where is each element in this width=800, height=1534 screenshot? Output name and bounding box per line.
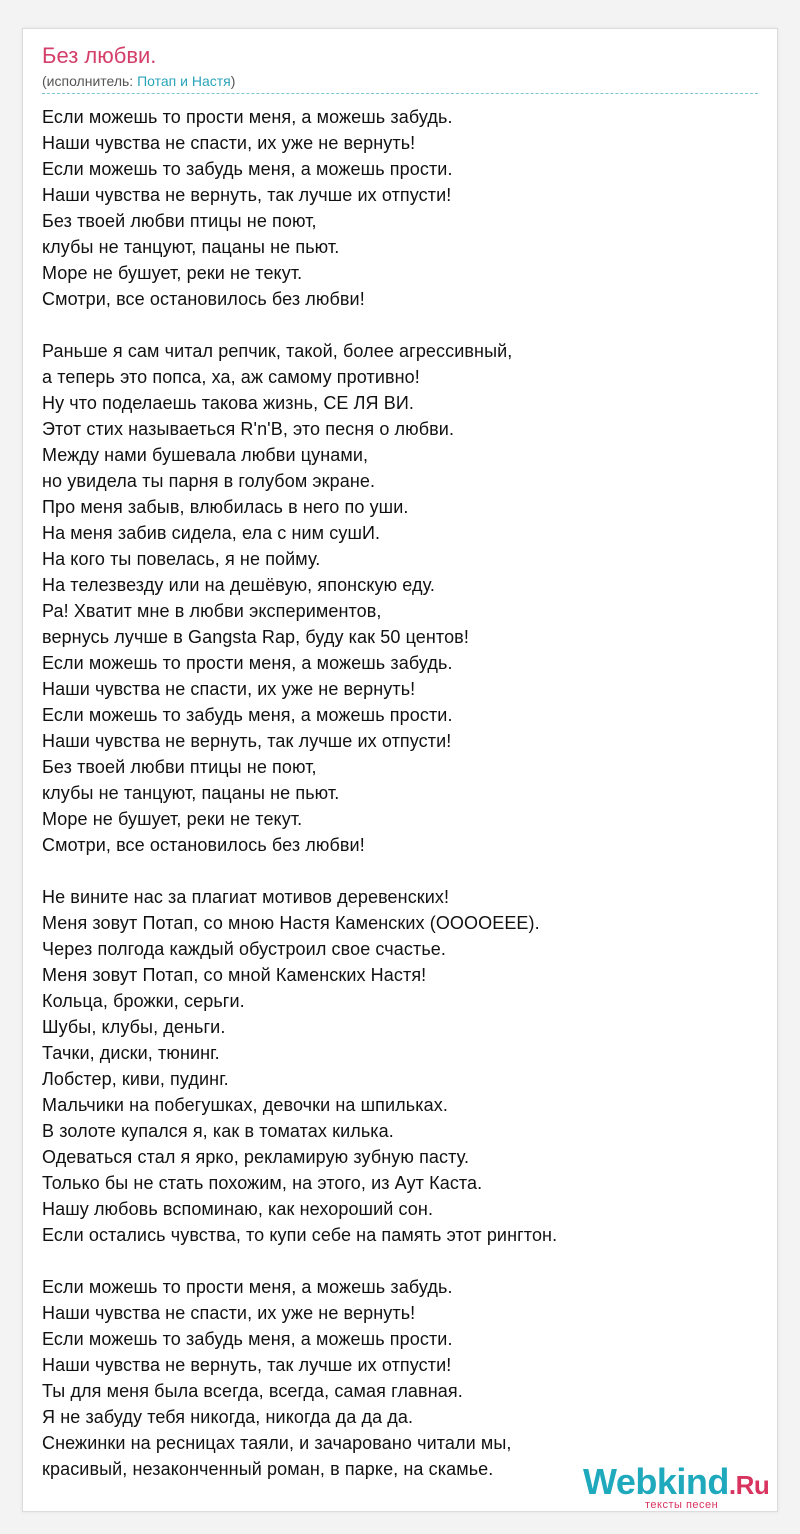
lyric-line: Наши чувства не вернуть, так лучше их отпусти! — [42, 731, 452, 751]
lyric-line: Одеваться стал я ярко, рекламирую зубную пасту. — [42, 1147, 470, 1167]
lyric-line: Если можешь то прости меня, а можешь забудь. — [42, 653, 453, 673]
lyric-line: Наши чувства не спасти, их уже не вернуть! — [42, 1303, 416, 1323]
lyric-line: На кого ты повелась, я не пойму. — [42, 549, 321, 569]
lyric-line: Нашу любовь вспоминаю, как нехороший сон. — [42, 1199, 434, 1219]
lyric-line: Через полгода каждый обустроил свое счастье. — [42, 939, 447, 959]
lyric-line: клубы не танцуют, пацаны не пьют. — [42, 783, 340, 803]
lyric-line: На меня забив сидела, ела с ним сушИ. — [42, 523, 381, 543]
lyric-line: Шубы, клубы, деньги. — [42, 1017, 226, 1037]
lyric-line: На телезвезду или на дешёвую, японскую еду. — [42, 575, 436, 595]
lyric-line: Я не забуду тебя никогда, никогда да да да. — [42, 1407, 414, 1427]
lyric-line: красивый, незаконченный роман, в парке, на скамье. — [42, 1459, 494, 1479]
artist-prefix: (исполнитель: — [42, 73, 138, 89]
lyrics-verse — [42, 884, 742, 1248]
lyric-line: вернусь лучше в Gangsta Rap, буду как 50 центов! — [42, 627, 469, 647]
lyric-line: Без твоей любви птицы не поют, — [42, 211, 317, 231]
lyric-line: Мальчики на побегушках, девочки на шпильках. — [42, 1095, 448, 1115]
lyric-line: Ты для меня была всегда, всегда, самая главная. — [42, 1381, 463, 1401]
lyric-line: Этот стих называеться R'n'B, это песня о любви. — [42, 419, 455, 439]
lyric-line: Кольца, брожки, серьги. — [42, 991, 245, 1011]
lyric-line: Если остались чувства, то купи себе на память этот рингтон. — [42, 1225, 558, 1245]
lyric-line: Наши чувства не спасти, их уже не вернуть! — [42, 679, 416, 699]
lyrics-verse — [42, 338, 742, 858]
lyric-line: Ра! Хватит мне в любви экспериментов, — [42, 601, 382, 621]
lyric-line: Меня зовут Потап, со мною Настя Каменских (ОООOEEE). — [42, 913, 540, 933]
lyric-line: Снежинки на ресницах таяли, и зачаровано читали мы, — [42, 1433, 512, 1453]
logo-tagline: тексты песен — [645, 1499, 719, 1511]
webkind-logo[interactable] — [583, 1462, 783, 1514]
lyric-line: Смотри, все остановилось без любви! — [42, 289, 365, 309]
title-divider — [42, 93, 758, 94]
artist-suffix: ) — [230, 73, 236, 89]
lyric-line: Если можешь то забудь меня, а можешь прости. — [42, 705, 453, 725]
lyric-line: Ну что поделаешь такова жизнь, СЕ ЛЯ ВИ. — [42, 393, 414, 413]
lyric-line: Меня зовут Потап, со мной Каменских Настя! — [42, 965, 427, 985]
lyric-line: Тачки, диски, тюнинг. — [42, 1043, 220, 1063]
lyric-line: Без твоей любви птицы не поют, — [42, 757, 317, 777]
lyric-line: Наши чувства не вернуть, так лучше их отпусти! — [42, 1355, 452, 1375]
lyric-line: Если можешь то забудь меня, а можешь прости. — [42, 159, 453, 179]
lyric-line: а теперь это попса, ха, аж самому противно! — [42, 367, 420, 387]
lyric-line: В золоте купался я, как в томатах килька. — [42, 1121, 394, 1141]
lyric-line: Если можешь то прости меня, а можешь забудь. — [42, 107, 453, 127]
lyric-line: Смотри, все остановилось без любви! — [42, 835, 365, 855]
lyric-line: Про меня забыв, влюбилась в него по уши. — [42, 497, 409, 517]
artist-link[interactable]: Потап и Настя — [137, 73, 231, 89]
lyric-line: клубы не танцуют, пацаны не пьют. — [42, 237, 340, 257]
lyric-line: Лобстер, киви, пудинг. — [42, 1069, 229, 1089]
lyric-line: Только бы не стать похожим, на этого, из Аут Каста. — [42, 1173, 483, 1193]
lyric-line: но увидела ты парня в голубом экране. — [42, 471, 376, 491]
lyrics-body — [42, 104, 742, 1508]
lyric-line: Между нами бушевала любви цунами, — [42, 445, 369, 465]
lyric-line: Не вините нас за плагиат мотивов деревенских! — [42, 887, 450, 907]
song-title: Без любви. — [42, 43, 157, 68]
lyric-line: Наши чувства не спасти, их уже не вернуть! — [42, 133, 416, 153]
lyric-line: Раньше я сам читал репчик, такой, более агрессивный, — [42, 341, 513, 361]
logo-name: Webkind — [583, 1461, 729, 1502]
lyric-line: Море не бушует, реки не текут. — [42, 809, 303, 829]
artist-line — [42, 72, 235, 90]
lyrics-verse — [42, 104, 742, 312]
lyric-line: Наши чувства не вернуть, так лучше их отпусти! — [42, 185, 452, 205]
lyrics-verse — [42, 1274, 742, 1482]
lyric-line: Если можешь то забудь меня, а можешь прости. — [42, 1329, 453, 1349]
lyric-line: Море не бушует, реки не текут. — [42, 263, 303, 283]
logo-tld: .Ru — [728, 1470, 770, 1500]
lyric-line: Если можешь то прости меня, а можешь забудь. — [42, 1277, 453, 1297]
